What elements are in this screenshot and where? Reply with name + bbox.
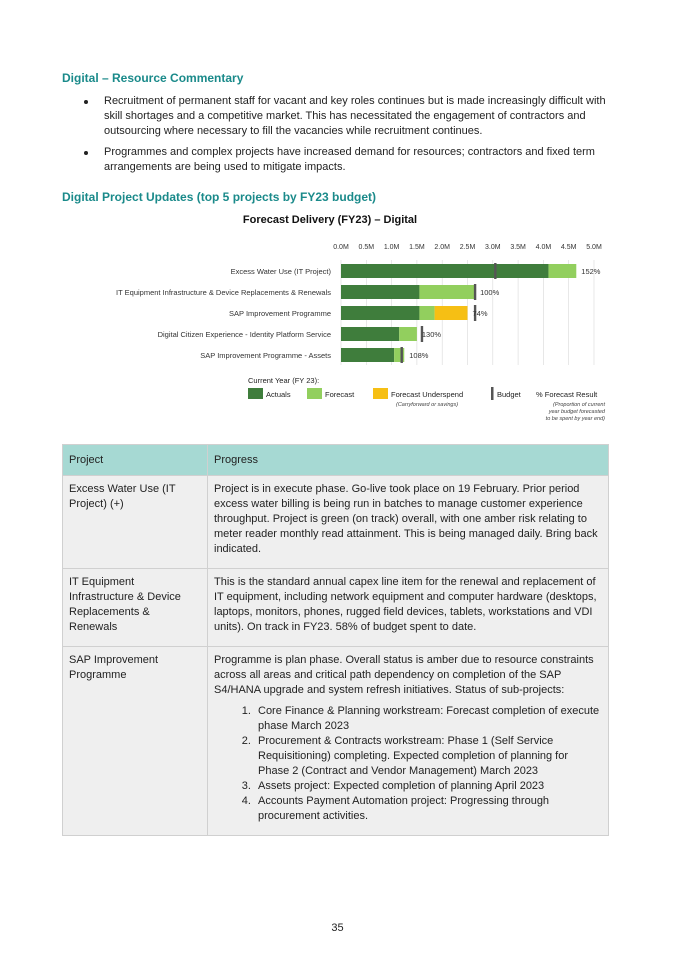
x-tick-label: 0.0M: [333, 244, 349, 251]
table-row: [63, 569, 609, 647]
list-item: 2. Procurement & Contracts workstream: Phase 1 (Self Service Requisitioning) completing. Expected completion of planning for Phase 2 (Contract and Vendor Management) March 2023: [254, 734, 602, 779]
category-label: SAP Improvement Programme - Assets: [200, 351, 331, 360]
x-tick-label: 5.0M: [586, 244, 602, 251]
chart-title: Forecast Delivery (FY23) – Digital: [242, 214, 418, 226]
forecast-delivery-chart: [60, 208, 615, 430]
bar-segment-actuals: [341, 306, 419, 320]
x-tick-label: 3.0M: [485, 244, 501, 251]
legend-pct-note: year budget forecasted: [548, 409, 605, 415]
category-label: IT Equipment Infrastructure & Device Replacements & Renewals: [116, 288, 331, 297]
pct-forecast-label: 108%: [409, 351, 429, 360]
legend-label-actuals: Actuals: [266, 390, 291, 399]
bullet-item: [62, 145, 610, 175]
category-label: Digital Citizen Experience - Identity Platform Service: [157, 330, 331, 339]
legend-swatch-budget: [491, 387, 494, 400]
bar-segment-forecast: [419, 306, 434, 320]
resource-commentary-list: [62, 94, 610, 181]
bar-segment-forecast-underspend: [435, 306, 468, 320]
budget-marker: [494, 263, 496, 279]
x-tick-label: 3.5M: [510, 244, 526, 251]
project-cell: IT Equipment Infrastructure & Device Replacements & Renewals: [63, 569, 208, 647]
bar-segment-actuals: [341, 264, 548, 278]
bar-segment-actuals: [341, 285, 419, 299]
legend-swatch-underspend: [373, 388, 388, 399]
pct-forecast-label: 74%: [472, 309, 488, 318]
bullet-item: [62, 94, 610, 139]
x-tick-label: 2.5M: [459, 244, 476, 251]
list-item: 4. Accounts Payment Automation project: Progressing through procurement activities.: [254, 794, 602, 824]
pct-forecast-label: 152%: [581, 267, 601, 276]
progress-cell: This is the standard annual capex line item for the renewal and replacement of IT equipment, including network equipment and computer hardware (desktops, laptops, monitors, phones, rugged field devices, tablets, workstations and VDI units). On track in FY23. 58% of budget spent to date.: [208, 569, 609, 647]
legend-title: Current Year (FY 23):: [248, 376, 320, 385]
progress-text: Programme is plan phase. Overall status is amber due to resource constraints across all areas and critical path dependency on completion of the SAP S4/HANA upgrade and system refresh initiatives. Status of sub-projects:: [214, 654, 594, 696]
budget-marker: [474, 284, 476, 300]
project-cell: Excess Water Use (IT Project) (+): [63, 476, 208, 569]
bar-segment-actuals: [341, 327, 399, 341]
project-progress-table: [62, 444, 609, 836]
bullet-dot-icon: [84, 151, 88, 155]
bar-segment-forecast: [399, 327, 417, 341]
x-tick-label: 1.0M: [383, 244, 400, 251]
progress-cell: [208, 647, 609, 836]
x-tick-label: 2.0M: [434, 244, 450, 251]
bullet-text: Recruitment of permanent staff for vacant and key roles continues but is made increasingly difficult with skill shortages and a competitive market. This has necessitated the engagement of contractors and outsourcing where necessary to fill the vacancies while recruitment continues.: [104, 95, 606, 137]
legend-pct-note: to be spent by year end): [545, 416, 605, 422]
legend-swatch-forecast: [307, 388, 322, 399]
table-row: [63, 647, 609, 836]
legend-underspend-note: (Carryforward or savings): [396, 402, 459, 408]
x-tick-label: 0.5M: [358, 244, 375, 251]
resource-commentary-heading: Digital – Resource Commentary: [62, 71, 244, 85]
pct-forecast-label: 130%: [421, 330, 442, 339]
legend-label-pct: % Forecast Result: [536, 390, 598, 399]
project-cell: SAP Improvement Programme: [63, 647, 208, 836]
legend-label-underspend: Forecast Underspend: [391, 390, 464, 399]
bullet-text: Programmes and complex projects have increased demand for resources; contractors and fixed term arrangements are being used to mitigate impacts.: [104, 146, 595, 173]
x-tick-label: 4.5M: [560, 244, 577, 251]
bullet-dot-icon: [84, 100, 88, 104]
bar-segment-actuals: [341, 348, 394, 362]
table-row: [63, 476, 609, 569]
header-project: Project: [63, 445, 208, 476]
budget-marker: [401, 347, 403, 363]
sub-project-list: [214, 704, 602, 824]
x-tick-label: 1.5M: [409, 244, 425, 251]
legend-swatch-actuals: [248, 388, 263, 399]
page-number: 35: [331, 922, 344, 934]
bar-segment-forecast: [419, 285, 475, 299]
category-label: Excess Water Use (IT Project): [230, 267, 331, 276]
legend-label-budget: Budget: [497, 390, 521, 399]
x-tick-label: 4.0M: [535, 244, 552, 251]
progress-cell: Project is in execute phase. Go-live took place on 19 February. Prior period excess water billing is being run in batches to manage customer experience throughput. Project is green (on track) overall, with one amber risk relating to meter reader monthly read attainment. This is being managed daily. Bring back indicated.: [208, 476, 609, 569]
project-updates-heading: Digital Project Updates (top 5 projects by FY23 budget): [62, 190, 377, 204]
forecast-chart-svg: [60, 208, 615, 430]
bar-segment-forecast: [548, 264, 576, 278]
pct-forecast-label: 100%: [480, 288, 500, 297]
legend-pct-note: (Proportion of current: [553, 402, 605, 408]
list-item: 1. Core Finance & Planning workstream: Forecast completion of execute phase March 2023: [254, 704, 602, 734]
header-progress: Progress: [208, 445, 609, 476]
category-label: SAP Improvement Programme: [229, 309, 331, 318]
table-header-row: [63, 445, 609, 476]
legend-label-forecast: Forecast: [325, 390, 355, 399]
list-item: 3. Assets project: Expected completion of planning April 2023: [254, 779, 602, 794]
